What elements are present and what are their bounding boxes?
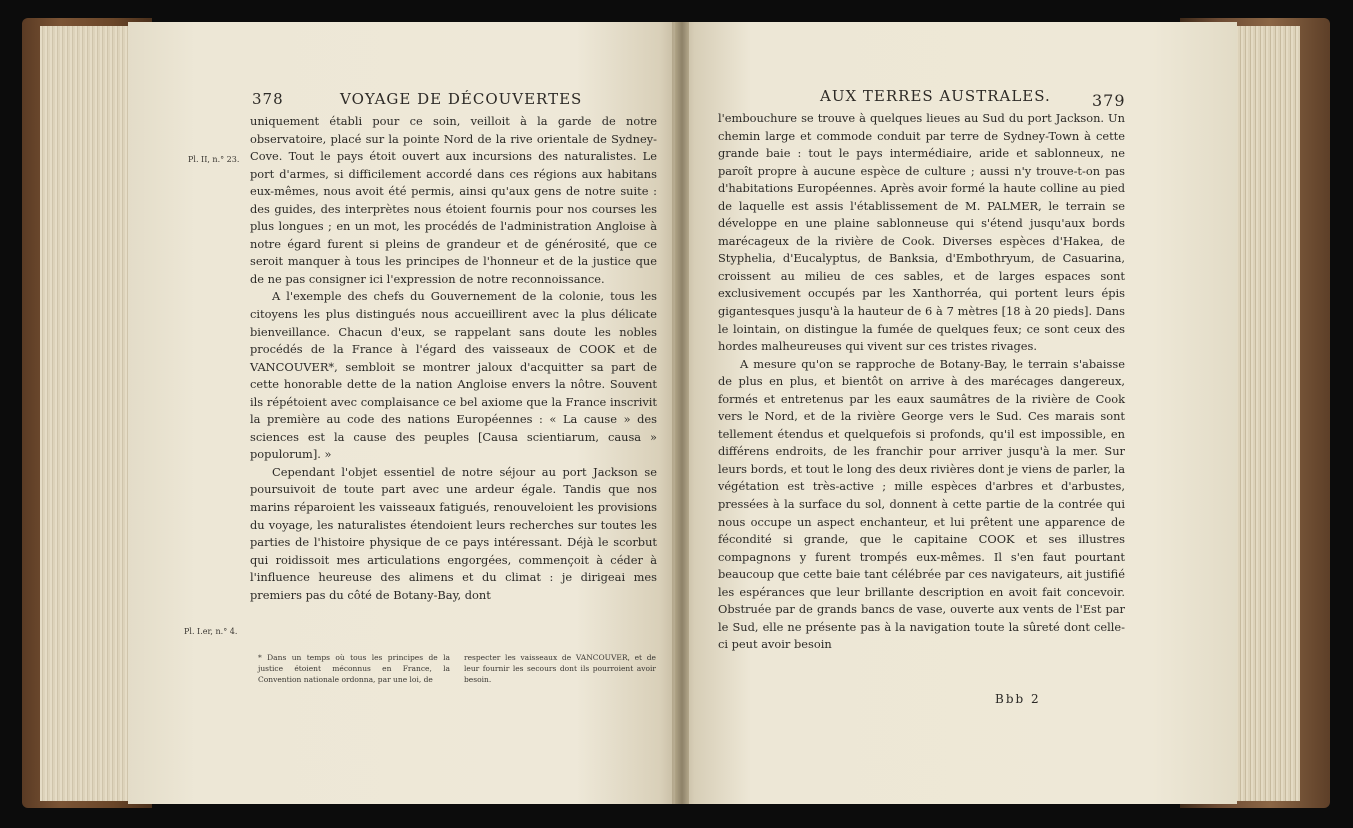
- left-page-edges: [40, 26, 135, 801]
- margin-note: Pl. II, n.° 23.: [188, 155, 240, 164]
- margin-note: Pl. I.er, n.° 4.: [184, 627, 238, 636]
- paragraph: A mesure qu'on se rapproche de Botany-Bay, le terrain s'abaisse de plus en plus, et bientôt on arrive à des marécages dangereux, formés et entretenus par les eaux saumâtres de la rivière de Cook vers le Nord, et de la rivière George vers le Sud. Ces marais sont tellement étendus et quelquefois si profonds, qu'il est impossible, en différens endroits, de les franchir pour arriver jusqu'à la mer. Sur leurs bords, et tout le long des deux rivières dont je viens de parler, la végétation est très-active ; mille espèces d'arbres et d'arbustes, pressées à la surface du sol, donnent à cette partie de la contrée qui nous occupe un aspect enchanteur, et lui prêtent une apparence de fécondité si grande, que le capitaine COOK et ses illustres compagnons y furent trompés eux-mêmes. Il s'en faut pourtant beaucoup que cette baie tant célébrée par ces navigateurs, ait justifié les espérances que leur brillante description en avoit fait concevoir. Obstruée par de grands bancs de vase, ouverte aux vents de l'Est par le Sud, elle ne présente pas à la navigation toute la sûreté dont celle-ci peut avoir besoin: [718, 356, 1125, 652]
- footnotes: [258, 652, 656, 685]
- running-title-left: VOYAGE DE DÉCOUVERTES: [340, 90, 583, 108]
- right-page-edges: [1228, 26, 1300, 801]
- footnote-column: * Dans un temps où tous les principes de la justice étoient méconnus en France, la Convention nationale ordonna, par une loi, de: [258, 653, 450, 684]
- page-number-right: 379: [1092, 91, 1126, 110]
- paragraph: l'embouchure se trouve à quelques lieues au Sud du port Jackson. Un chemin large et commode conduit par terre de Sydney-Town à cette grande baie : tout le pays intermédiaire, aride et sablonneux, ne paroît propre à aucune espèce de culture ; aussi n'y trouve-t-on pas d'habitations Européennes. Après avoir formé la haute colline au pied de laquelle est assis l'établissement de M. PALMER, le terrain se développe en une plaine sablonneuse qui s'étend jusqu'aux bords marécageux de la rivière de Cook. Diverses espèces d'Hakea, de Styphelia, d'Eucalyptus, de Banksia, d'Embothryum, de Casuarina, croissent au milieu de ces sables, et de larges espaces sont exclusivement occupés par les Xanthorréa, qui portent leurs épis gigantesques jusqu'à la hauteur de 6 à 7 mètres [18 à 20 pieds]. Dans le lointain, on distingue la fumée de quelques feux; ce sont ceux des hordes malheureuses qui vivent sur ces tristes rivages.: [718, 111, 1125, 354]
- book-gutter: [675, 22, 689, 804]
- page-number-left: 378: [252, 90, 284, 108]
- left-body-text: [250, 113, 657, 604]
- right-body-text: [718, 110, 1125, 654]
- paragraph: Cependant l'objet essentiel de notre séjour au port Jackson se poursuivoit de toute part avec une ardeur égale. Tandis que nos marins réparoient les vaisseaux fatigués, renouveloient les provisions du voyage, les naturalistes étendoient leurs recherches sur toutes les parties de l'histoire physique de ce pays intéressant. Déjà le scorbut qui roidissoit mes articulations engorgées, commençoit à céder à l'influence heureuse des alimens et du climat : je dirigeai mes premiers pas du côté de Botany-Bay, dont: [250, 464, 657, 602]
- paragraph: A l'exemple des chefs du Gouvernement de la colonie, tous les citoyens les plus distingués nous accueillirent avec la plus délicate bienveillance. Chacun d'eux, se rappelant sans doute les nobles procédés de la France à l'égard des vaisseaux de COOK et de VANCOUVER*, sembloit se montrer jaloux d'acquitter sa part de cette honorable dette de la nation Angloise envers la nôtre. Souvent ils répétoient avec complaisance ce bel axiome que la France inscrivit la première au code des nations Européennes : « La cause » des sciences est la cause des peuples [Causa scientiarum, causa » populorum]. »: [250, 289, 657, 462]
- running-title-right: AUX TERRES AUSTRALES.: [820, 87, 1051, 105]
- paragraph: uniquement établi pour ce soin, veilloit à la garde de notre observatoire, placé sur la pointe Nord de la rive orientale de Sydney-Cove. Tout le pays étoit ouvert aux incursions des naturalistes. Le port d'armes, si difficilement accordé dans ces régions aux habitans eux-mêmes, nous avoit été permis, ainsi qu'aux gens de notre suite : des guides, des interprètes nous étoient fournis pour nos courses les plus longues ; en un mot, les procédés de l'administration Angloise à notre égard furent si pleins de grandeur et de générosité, que ce seroit manquer à tous les principes de l'honneur et de la justice que de ne pas consigner ici l'expression de notre reconnoissance.: [250, 114, 657, 286]
- footnote-column: respecter les vaisseaux de VANCOUVER, et de leur fournir les secours dont ils pourroient avoir besoin.: [464, 653, 656, 684]
- signature-mark: Bbb 2: [995, 692, 1041, 706]
